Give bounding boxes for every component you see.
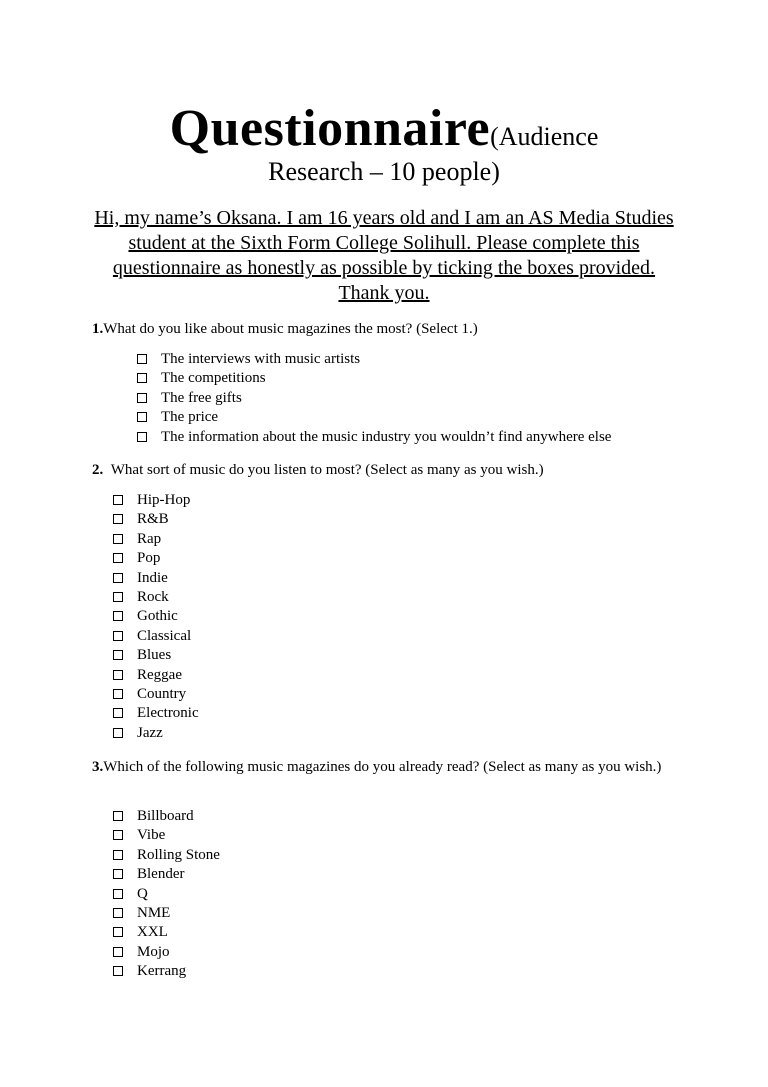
option-label: Indie	[137, 569, 168, 586]
option-label: The free gifts	[161, 389, 242, 406]
option-checkbox[interactable]	[113, 850, 123, 860]
question-text: What sort of music do you listen to most? (Select as many as you wish.)	[110, 462, 544, 478]
question-2-options	[113, 491, 199, 743]
option-label: The price	[161, 409, 219, 426]
option-checkbox[interactable]	[113, 908, 123, 918]
option-label: Classical	[137, 627, 192, 644]
option-item	[113, 943, 220, 962]
option-checkbox[interactable]	[113, 889, 123, 899]
option-checkbox[interactable]	[137, 373, 147, 383]
option-item	[113, 607, 199, 626]
option-checkbox[interactable]	[113, 553, 123, 563]
option-item	[113, 807, 220, 826]
option-checkbox[interactable]	[137, 412, 147, 422]
question-text: Which of the following music magazines do you already read? (Select as many as you wish.)	[103, 759, 662, 775]
question-3-options	[113, 807, 220, 982]
option-label: Q	[137, 885, 148, 902]
option-item	[113, 510, 199, 529]
option-label: Gothic	[137, 608, 178, 625]
option-label: Hip-Hop	[137, 492, 191, 508]
option-label: The competitions	[161, 370, 266, 387]
question-2	[92, 460, 682, 480]
option-label: Rap	[137, 530, 162, 547]
option-item	[113, 923, 220, 942]
option-item	[137, 389, 611, 408]
option-label: NME	[137, 904, 171, 921]
question-number: 1.	[92, 321, 104, 337]
option-label: Jazz	[137, 724, 163, 741]
question-1-options	[137, 350, 611, 447]
option-item	[113, 491, 199, 510]
option-checkbox[interactable]	[137, 393, 147, 403]
option-label: Blues	[137, 647, 172, 664]
page-subtitle-start: (Audience	[490, 122, 599, 151]
option-checkbox[interactable]	[137, 354, 147, 364]
option-item	[113, 569, 199, 588]
option-item	[113, 685, 199, 704]
option-item	[113, 666, 199, 685]
option-item	[137, 369, 611, 388]
option-item	[113, 724, 199, 743]
option-checkbox[interactable]	[113, 689, 123, 699]
option-item	[113, 627, 199, 646]
option-label: Billboard	[137, 808, 194, 824]
option-item	[113, 865, 220, 884]
option-checkbox[interactable]	[113, 650, 123, 660]
option-label: Country	[137, 685, 187, 702]
question-1	[92, 319, 682, 339]
page-subtitle-end: Research – 10 people)	[268, 157, 500, 186]
option-checkbox[interactable]	[113, 966, 123, 976]
option-label: Reggae	[137, 666, 182, 683]
option-label: The information about the music industry you wouldn’t find anywhere else	[161, 428, 612, 445]
option-checkbox[interactable]	[113, 811, 123, 821]
option-checkbox[interactable]	[137, 432, 147, 442]
option-label: Rock	[137, 588, 169, 605]
option-item	[113, 962, 220, 981]
option-checkbox[interactable]	[113, 927, 123, 937]
option-label: Blender	[137, 866, 185, 883]
title-line	[0, 96, 768, 162]
option-checkbox[interactable]	[113, 670, 123, 680]
page-title: Questionnaire	[169, 100, 491, 157]
option-label: Vibe	[137, 827, 166, 844]
option-label: Electronic	[137, 705, 199, 722]
question-text: What do you like about music magazines the most? (Select 1.)	[103, 321, 478, 337]
option-item	[113, 588, 199, 607]
option-label: The interviews with music artists	[161, 351, 361, 367]
option-item	[113, 826, 220, 845]
option-item	[113, 549, 199, 568]
question-number: 2.	[92, 462, 104, 478]
intro-paragraph: Hi, my name’s Oksana. I am 16 years old and I am an AS Media Studies student at the Sixth Form College Solihull. Please complete this questionnaire as honestly as possible by ticking the boxes provided. Thank you.	[94, 207, 674, 304]
option-item	[113, 646, 199, 665]
option-label: Pop	[137, 550, 161, 567]
option-checkbox[interactable]	[113, 573, 123, 583]
option-item	[137, 408, 611, 427]
option-checkbox[interactable]	[113, 631, 123, 641]
option-item	[137, 350, 611, 369]
option-checkbox[interactable]	[113, 495, 123, 505]
question-3	[92, 757, 682, 777]
option-label: XXL	[137, 924, 168, 941]
option-checkbox[interactable]	[113, 708, 123, 718]
option-label: Kerrang	[137, 963, 187, 980]
option-item	[113, 846, 220, 865]
option-checkbox[interactable]	[113, 869, 123, 879]
option-label: R&B	[137, 511, 169, 528]
question-number: 3.	[92, 759, 104, 775]
option-item	[113, 885, 220, 904]
option-label: Rolling Stone	[137, 846, 220, 863]
option-checkbox[interactable]	[113, 830, 123, 840]
option-checkbox[interactable]	[113, 947, 123, 957]
option-checkbox[interactable]	[113, 728, 123, 738]
option-checkbox[interactable]	[113, 534, 123, 544]
title-block	[0, 96, 768, 188]
option-item	[113, 904, 220, 923]
option-checkbox[interactable]	[113, 514, 123, 524]
option-checkbox[interactable]	[113, 611, 123, 621]
option-item	[113, 704, 199, 723]
option-item	[113, 530, 199, 549]
option-checkbox[interactable]	[113, 592, 123, 602]
option-label: Mojo	[137, 943, 170, 960]
option-item	[137, 428, 611, 447]
